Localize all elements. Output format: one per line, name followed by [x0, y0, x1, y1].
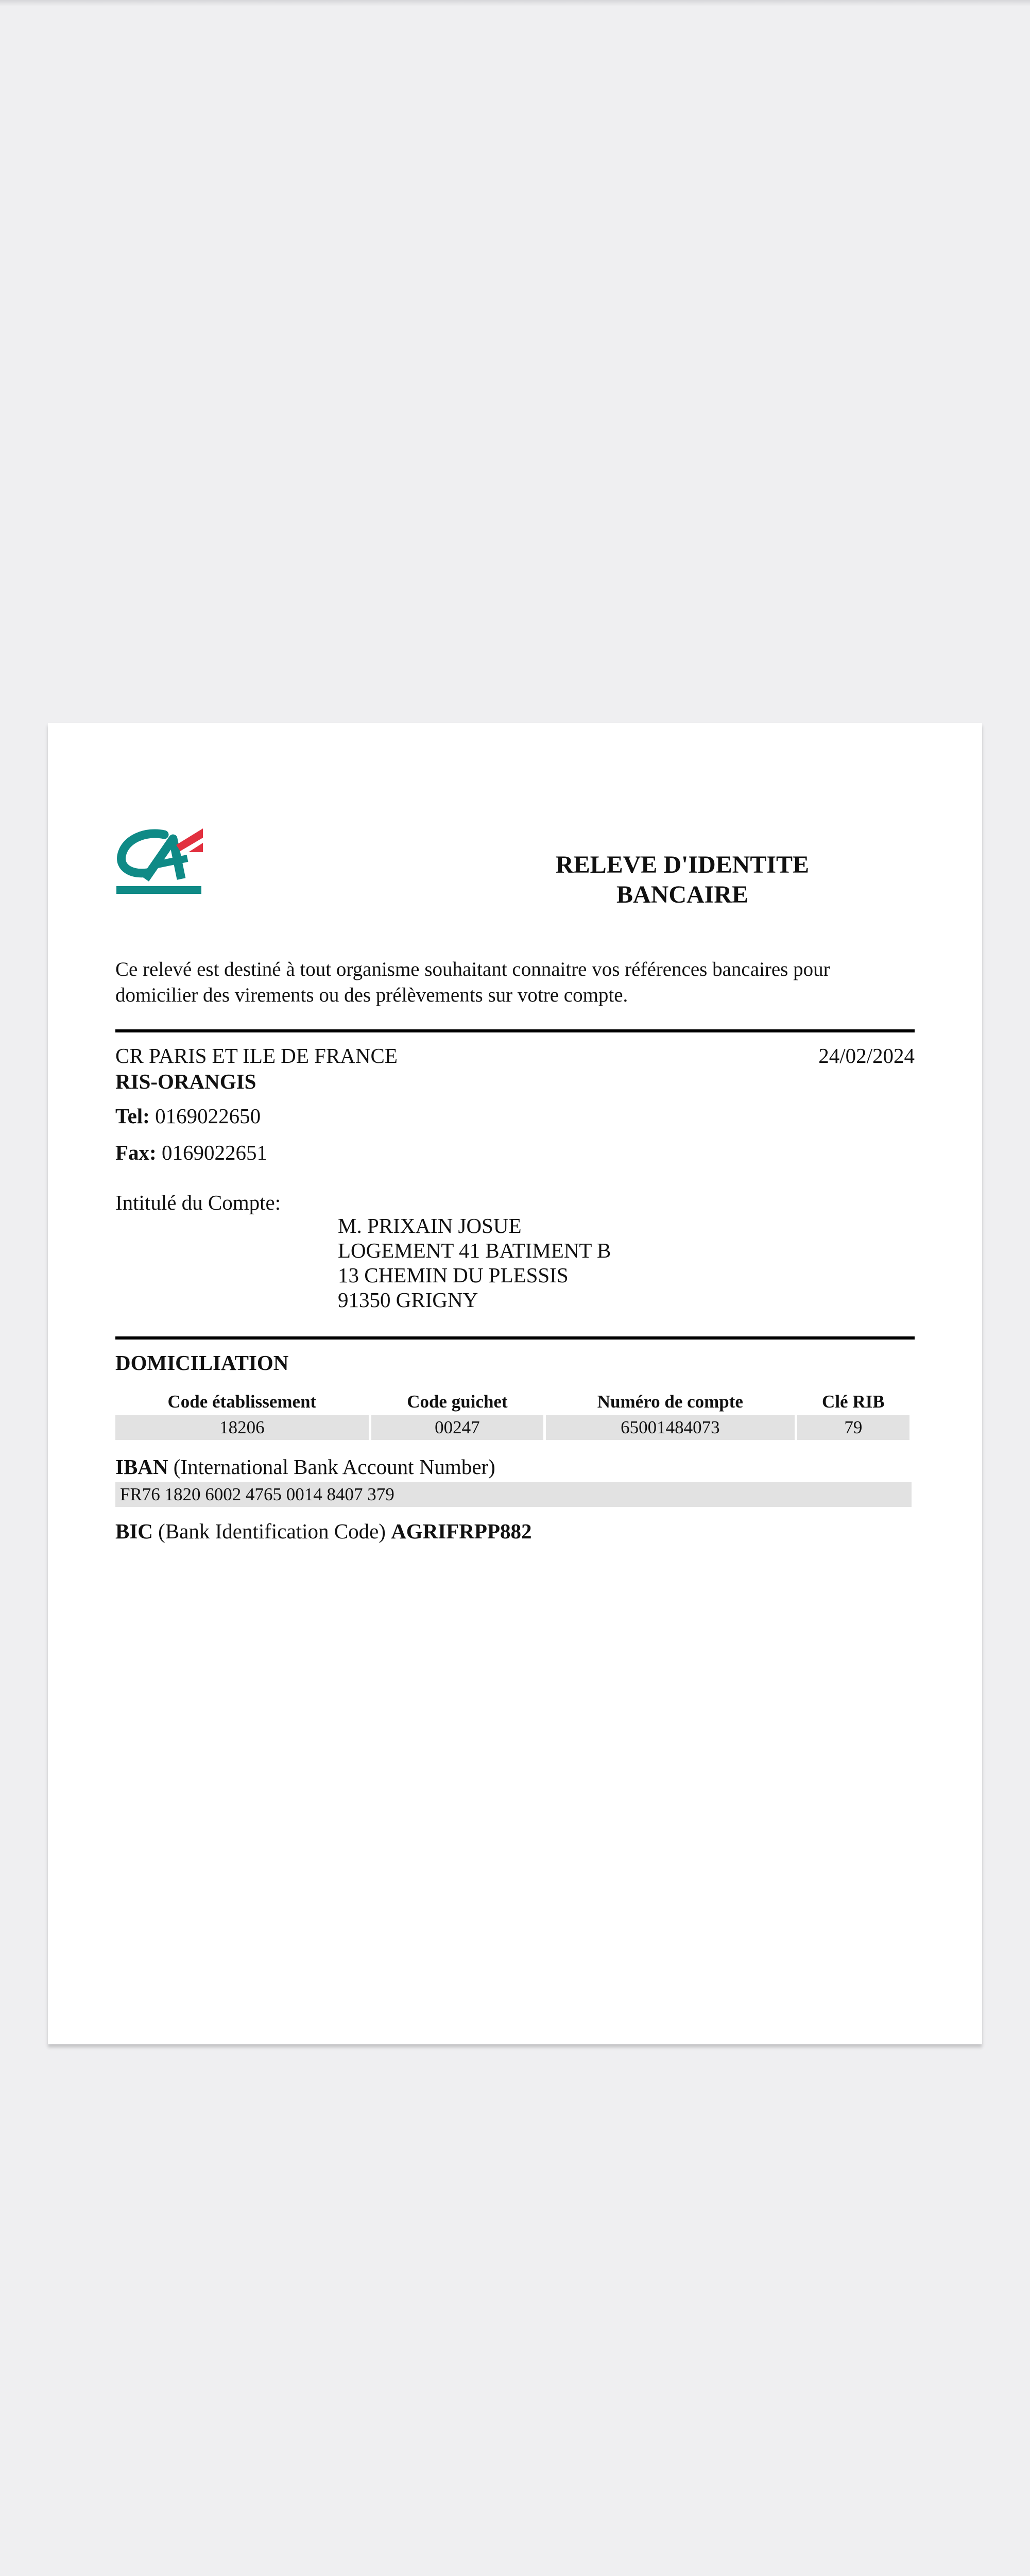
top-shadow — [0, 0, 1030, 6]
fax-label: Fax: — [115, 1141, 157, 1164]
divider — [115, 1336, 915, 1340]
rib-header-row — [115, 1391, 909, 1413]
tel-label: Tel: — [115, 1104, 150, 1128]
value-code-guichet: 00247 — [371, 1415, 543, 1440]
divider — [115, 1029, 915, 1032]
intro-text: Ce relevé est destiné à tout organisme souhaitant connaitre vos références bancaires pour domicilier des virements ou des prélèvements sur votre compte. — [115, 958, 830, 1006]
header-numero-compte: Numéro de compte — [597, 1392, 743, 1412]
iban-value: FR76 1820 6002 4765 0014 8407 379 — [115, 1482, 912, 1507]
holder-line: 91350 GRIGNY — [338, 1288, 478, 1312]
credit-agricole-logo-icon — [115, 827, 205, 897]
header-cle-rib: Clé RIB — [822, 1392, 885, 1412]
document-date: 24/02/2024 — [818, 1044, 915, 1067]
tel-number: 0169022650 — [155, 1104, 261, 1128]
bank-name: CR PARIS ET ILE DE FRANCE — [115, 1044, 398, 1067]
value-code-etablissement: 18206 — [115, 1415, 369, 1440]
account-holder — [338, 1213, 611, 1312]
header-code-guichet: Code guichet — [407, 1392, 508, 1412]
iban-description: (International Bank Account Number) — [173, 1455, 495, 1479]
header-code-etablissement: Code établissement — [167, 1392, 317, 1412]
account-label: Intitulé du Compte: — [115, 1191, 281, 1214]
bic-line — [115, 1519, 532, 1544]
document-page — [48, 723, 982, 2044]
value-numero-compte: 65001484073 — [546, 1415, 795, 1440]
holder-line: M. PRIXAIN JOSUE — [338, 1214, 522, 1238]
bic-description: (Bank Identification Code) — [158, 1519, 386, 1543]
fax-number: 0169022651 — [161, 1141, 267, 1164]
holder-line: 13 CHEMIN DU PLESSIS — [338, 1263, 569, 1287]
fax-line — [115, 1140, 267, 1165]
bic-label: BIC — [115, 1519, 153, 1543]
document-title: RELEVE D'IDENTITE BANCAIRE — [555, 851, 810, 908]
value-cle-rib: 79 — [797, 1415, 909, 1440]
iban-label-line — [115, 1454, 495, 1479]
holder-line: LOGEMENT 41 BATIMENT B — [338, 1239, 611, 1262]
domiciliation-title: DOMICILIATION — [115, 1351, 289, 1375]
tel-line — [115, 1104, 261, 1128]
bic-value: AGRIFRPP882 — [391, 1519, 532, 1543]
agency-name: RIS-ORANGIS — [115, 1070, 256, 1093]
rib-value-row — [115, 1415, 909, 1440]
rib-table — [113, 1388, 912, 1442]
iban-label: IBAN — [115, 1455, 168, 1479]
